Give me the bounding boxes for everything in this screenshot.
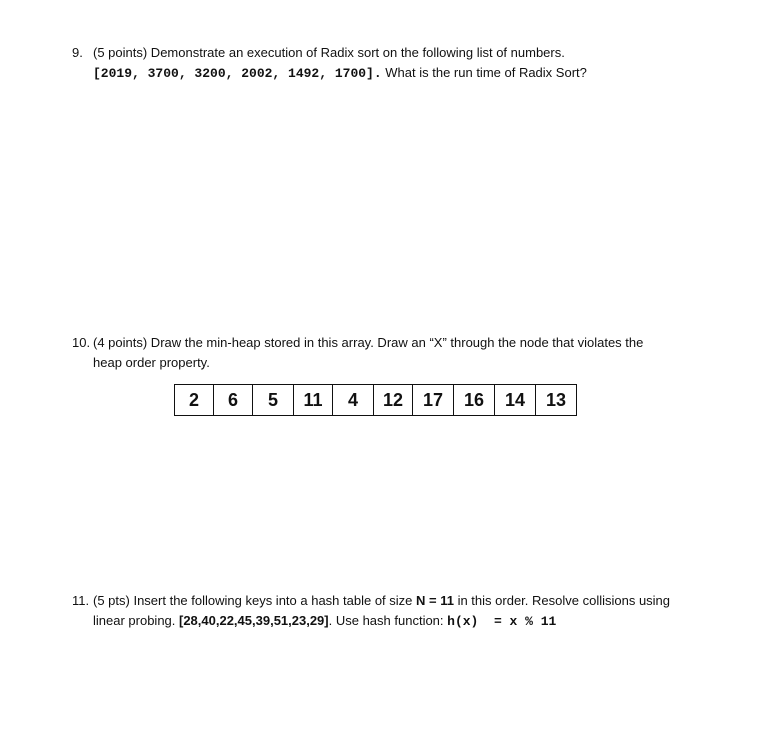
array-cell: 5: [253, 385, 294, 415]
text-segment: . Use hash function:: [328, 613, 448, 628]
array-cell: 14: [495, 385, 536, 415]
key-list: [28,40,22,45,39,51,23,29]: [179, 613, 329, 628]
question-body: [93, 591, 712, 632]
hash-function: h(x) = x % 11: [447, 614, 557, 629]
question-text: (5 points) Demonstrate an execution of Radix sort on the following list of numbers.: [93, 45, 565, 60]
question-text-line2: [93, 611, 712, 632]
question-body: [93, 333, 712, 373]
question-number: 11.: [72, 593, 90, 608]
array-cell: 16: [454, 385, 495, 415]
question-body: [93, 43, 712, 84]
runtime-question: What is the run time of Radix Sort?: [385, 65, 587, 80]
question-10: [72, 333, 712, 373]
array-cell: 12: [374, 385, 413, 415]
question-text: [93, 591, 712, 611]
array-cell: 4: [333, 385, 374, 415]
text-segment: linear probing.: [93, 613, 179, 628]
text-segment: in this order. Resolve collisions using: [453, 593, 671, 608]
array-cell: 13: [545, 389, 567, 410]
number-list: [2019, 3700, 3200, 2002, 1492, 1700].: [93, 66, 382, 81]
question-text-line2: [93, 63, 712, 84]
array-cell: 2: [175, 385, 214, 415]
table-size: N = 11: [416, 593, 454, 608]
array-cell: 6: [214, 385, 253, 415]
array-cell: 11: [294, 385, 333, 415]
question-number: 9.: [72, 45, 83, 60]
question-9: [72, 43, 712, 84]
heap-array-table: [174, 384, 577, 416]
question-text: (4 points) Draw the min-heap stored in this array. Draw an “X” through the node that violates the: [93, 335, 644, 350]
text-segment: (5 pts) Insert the following keys into a hash table of size: [93, 593, 417, 608]
array-cell: 17: [413, 385, 454, 415]
question-number: 10.: [72, 335, 91, 350]
question-11: [72, 591, 712, 632]
question-text-line2: heap order property.: [93, 355, 210, 370]
